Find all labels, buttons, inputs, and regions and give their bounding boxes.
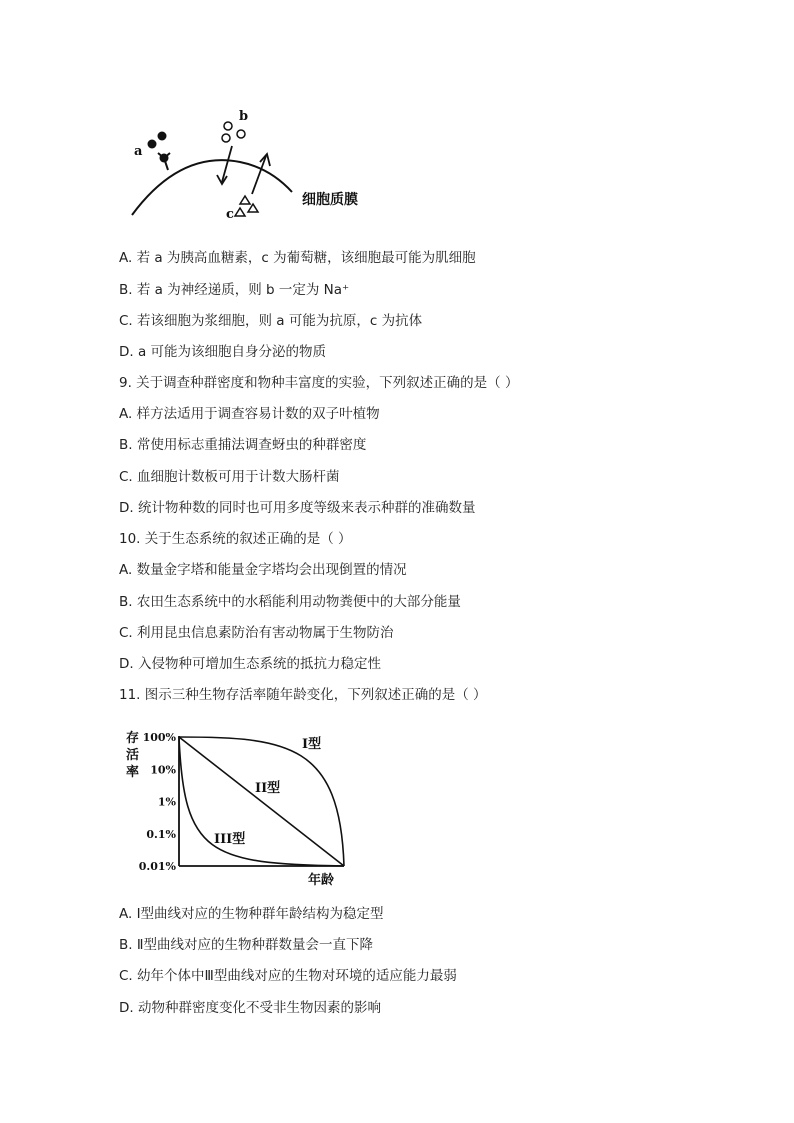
series-label-type-iii: III型 <box>214 832 246 847</box>
series-label-type-ii: II型 <box>255 781 281 796</box>
molecule-c-1 <box>240 196 250 204</box>
membrane-label: 细胞质膜 <box>302 192 358 208</box>
molecule-b-3 <box>237 130 245 138</box>
q8-option-b: B. 若 a 为神经递质，则 b 一定为 Na⁺ <box>119 282 350 298</box>
series-label-type-i: I型 <box>302 737 322 752</box>
y-tick-label: 10% <box>150 763 176 777</box>
q10-option-a: A. 数量金字塔和能量金字塔均会出现倒置的情况 <box>119 562 407 578</box>
molecule-a-1 <box>158 132 167 141</box>
molecule-c-3 <box>235 208 245 216</box>
x-axis-title: 年龄 <box>308 873 335 888</box>
molecule-b-2 <box>222 134 230 142</box>
q9-option-d: D. 统计物种数的同时也可用多度等级来表示种群的准确数量 <box>119 500 476 516</box>
q9-option-a: A. 样方法适用于调查容易计数的双子叶植物 <box>119 406 380 422</box>
y-axis-title-char-1: 存 <box>126 731 140 746</box>
cell-membrane-arc <box>132 160 292 215</box>
q9-stem: 9. 关于调查种群密度和物种丰富度的实验，下列叙述正确的是（ ） <box>119 375 519 391</box>
q8-option-c: C. 若该细胞为浆细胞，则 a 可能为抗原，c 为抗体 <box>119 313 423 329</box>
q10-option-c: C. 利用昆虫信息素防治有害动物属于生物防治 <box>119 625 394 641</box>
y-axis-title-char-3: 率 <box>126 765 140 780</box>
series-type-ii-curve <box>179 737 344 866</box>
survival-curve-chart <box>118 724 378 894</box>
molecule-b-1 <box>224 122 232 130</box>
q11-option-c: C. 幼年个体中Ⅲ型曲线对应的生物对环境的适应能力最弱 <box>119 968 457 984</box>
y-tick-label: 0.01% <box>138 860 176 873</box>
y-tick-label: 100% <box>142 731 176 744</box>
molecule-a-2 <box>148 140 157 149</box>
label-b: b <box>239 109 249 124</box>
q11-option-a: A. Ⅰ型曲线对应的生物种群年龄结构为稳定型 <box>119 906 384 922</box>
y-tick-label: 0.1% <box>146 827 176 841</box>
q10-stem: 10. 关于生态系统的叙述正确的是（ ） <box>119 531 352 547</box>
cell-membrane-diagram <box>120 100 380 225</box>
y-tick-label: 1% <box>157 795 176 809</box>
q9-option-b: B. 常使用标志重捕法调查蚜虫的种群密度 <box>119 437 367 453</box>
q11-option-d: D. 动物种群密度变化不受非生物因素的影响 <box>119 1000 381 1016</box>
arrow-out-icon <box>252 156 266 194</box>
label-a: a <box>134 144 143 159</box>
q9-option-c: C. 血细胞计数板可用于计数大肠杆菌 <box>119 469 340 485</box>
q8-option-a: A. 若 a 为胰高血糖素，c 为葡萄糖，该细胞最可能为肌细胞 <box>119 250 476 266</box>
q10-option-d: D. 入侵物种可增加生态系统的抵抗力稳定性 <box>119 656 381 672</box>
q11-stem: 11. 图示三种生物存活率随年龄变化，下列叙述正确的是（ ） <box>119 687 487 703</box>
molecule-c-2 <box>248 204 258 212</box>
label-c: c <box>226 207 234 222</box>
q11-option-b: B. Ⅱ型曲线对应的生物种群数量会一直下降 <box>119 937 373 953</box>
q8-option-d: D. a 可能为该细胞自身分泌的物质 <box>119 344 327 360</box>
y-axis-title-char-2: 活 <box>126 748 140 763</box>
molecule-a-3 <box>160 154 169 163</box>
q10-option-b: B. 农田生态系统中的水稻能利用动物粪便中的大部分能量 <box>119 594 461 610</box>
